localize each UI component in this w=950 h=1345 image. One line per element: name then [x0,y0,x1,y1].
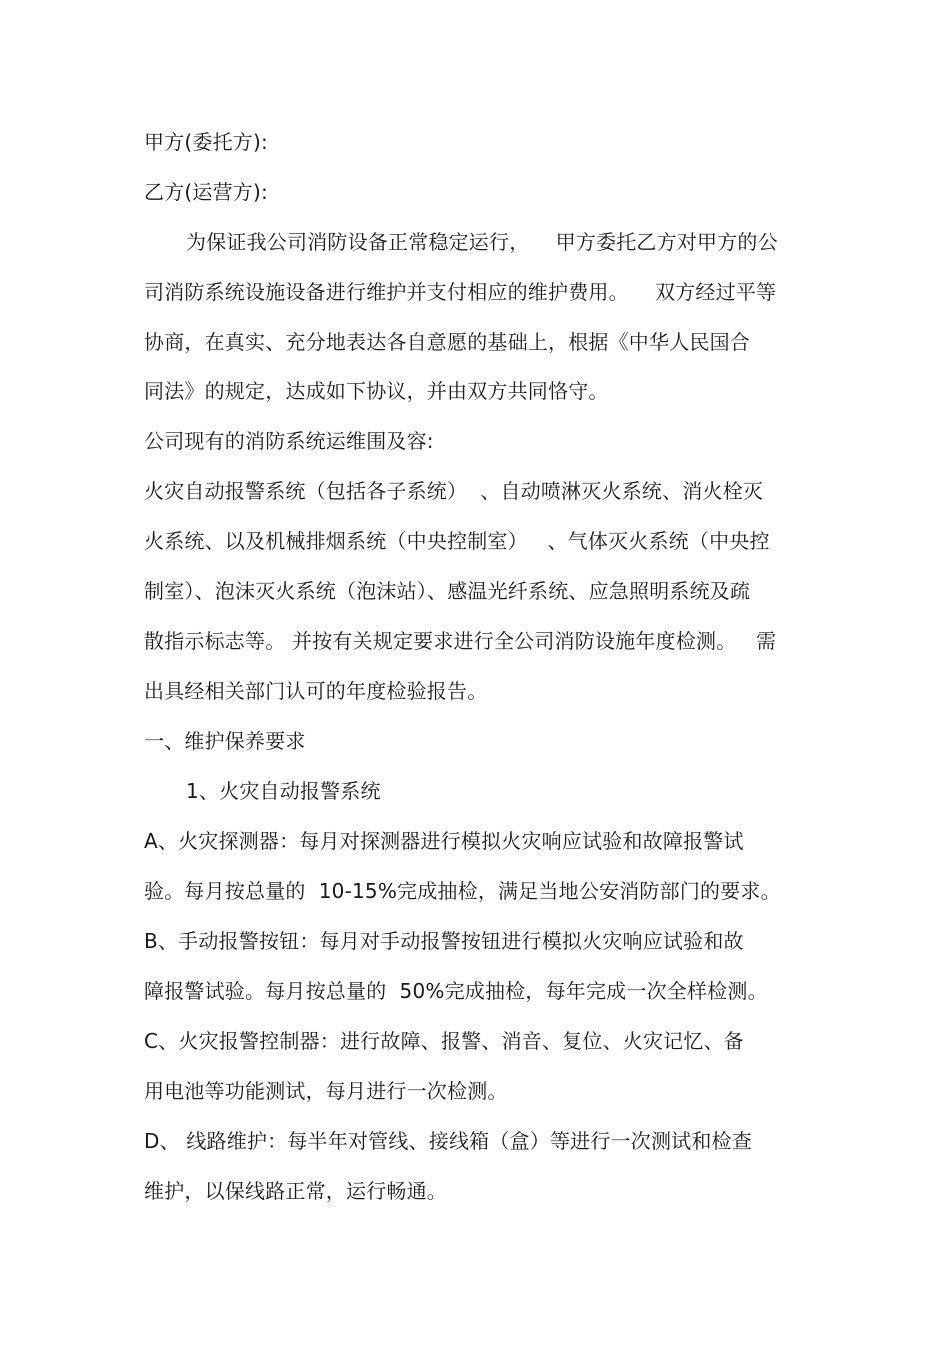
item-a-line-2: 验。每月按总量的 10-15%完成抽检，满足当地公安消防部门的要求。 [144,879,781,903]
item-c-line-2: 用电池等功能测试，每月进行一次检测。 [144,1079,508,1103]
scope-line-3: 制室）、泡沫灭火系统（泡沫站）、感温光纤系统、应急照明系统及疏 [144,579,751,603]
scope-line-1: 火灾自动报警系统（包括各子系统） 、自动喷淋灭火系统、消火栓灭 [144,479,764,503]
item-b-line-2: 障报警试验。每月按总量的 50%完成抽检，每年完成一次全样检测。 [144,979,768,1003]
intro-line-2: 司消防系统设施设备进行维护并支付相应的维护费用。 双方经过平等 [144,280,777,304]
item-a-line-1: A、火灾探测器：每月对探测器进行模拟火灾响应试验和故障报警试 [144,829,744,853]
item-c-line-1: C、火灾报警控制器：进行故障、报警、消音、复位、火灾记忆、备 [144,1029,744,1053]
item-b-line-1: B、手动报警按钮：每月对手动报警按钮进行模拟火灾响应试验和故 [144,929,744,953]
scope-heading: 公司现有的消防系统运维围及容: [144,429,434,453]
party-a-line: 甲方(委托方): [144,130,268,154]
item-d-line-2: 维护，以保线路正常，运行畅通。 [144,1179,447,1203]
intro-line-3: 协商，在真实、充分地表达各自意愿的基础上，根据《中华人民国合 [144,330,750,354]
scope-line-5: 出具经相关部门认可的年度检验报告。 [144,679,488,703]
party-b-line: 乙方(运营方): [144,180,268,204]
scope-line-4: 散指示标志等。 并按有关规定要求进行全公司消防设施年度检测。 需 [144,629,777,653]
intro-line-1: 为保证我公司消防设备正常稳定运行， 甲方委托乙方对甲方的公 [186,230,778,254]
intro-line-4: 同法》的规定，达成如下协议，并由双方共同恪守。 [144,379,609,403]
section-heading-1: 一、维护保养要求 [144,729,306,753]
subsection-heading-1: 1、火灾自动报警系统 [186,779,381,803]
item-d-line-1: D、 线路维护：每半年对管线、接线箱（盒）等进行一次测试和检查 [144,1129,752,1153]
scope-line-2: 火系统、以及机械排烟系统（中央控制室） 、气体灭火系统（中央控 [144,529,770,553]
